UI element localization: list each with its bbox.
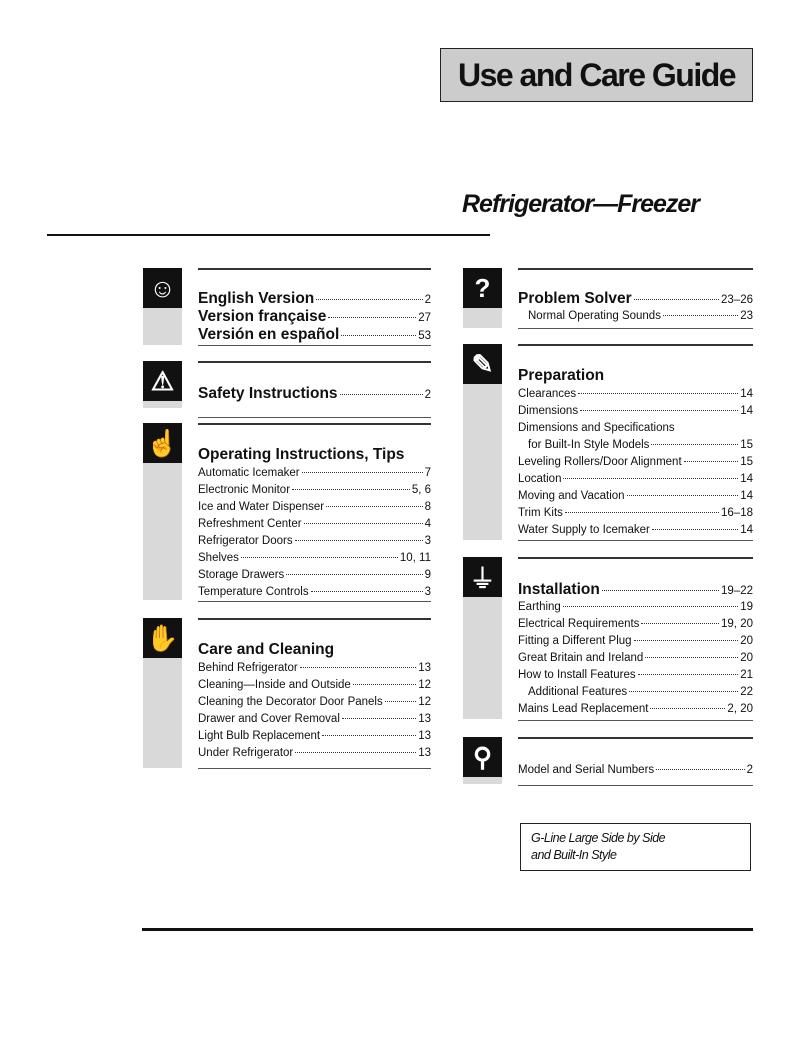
bottom-divider — [142, 928, 753, 931]
toc-section-languages — [143, 268, 431, 347]
dot-leader — [322, 735, 416, 736]
entry-page: 23–26 — [721, 294, 753, 306]
dot-leader — [651, 444, 738, 445]
product-subtitle: Refrigerator—Freezer — [462, 190, 700, 218]
section-top-rule — [198, 361, 431, 363]
toc-entry[interactable] — [518, 437, 753, 454]
section-bottom-rule — [198, 417, 431, 418]
entry-label: Dimensions — [518, 405, 579, 417]
section-entries — [518, 581, 753, 718]
dot-leader — [627, 495, 739, 496]
toc-entry[interactable] — [198, 711, 431, 728]
toc-section-operating — [143, 423, 431, 603]
entry-label: Model and Serial Numbers — [518, 764, 655, 776]
section-heading: Preparation — [518, 367, 605, 384]
entry-label: Under Refrigerator — [198, 747, 294, 759]
toc-entry[interactable] — [518, 667, 753, 684]
dot-leader — [663, 315, 738, 316]
entry-page: 12 — [418, 679, 431, 691]
entry-label: Clearances — [518, 388, 577, 400]
entry-label: Behind Refrigerator — [198, 662, 298, 674]
dot-leader — [341, 335, 416, 336]
entry-label: Refrigerator Doors — [198, 535, 293, 547]
entry-page: 9 — [424, 569, 431, 581]
guide-title: Use and Care Guide — [440, 48, 753, 102]
toc-entry[interactable] — [518, 633, 753, 650]
dot-leader — [652, 529, 738, 530]
toc-entry[interactable] — [518, 762, 753, 779]
sponge-hand-icon: ✋ — [143, 618, 182, 658]
hand-pressing-icon: ☝ — [143, 423, 182, 463]
toc-section-problem — [463, 268, 753, 330]
entry-label: Leveling Rollers/Door Alignment — [518, 456, 682, 468]
toc-entry[interactable] — [198, 499, 431, 516]
entry-label: Drawer and Cover Removal — [198, 713, 340, 725]
dot-leader — [326, 506, 422, 507]
section-top-rule — [198, 423, 431, 425]
entry-label: Safety Instructions — [198, 385, 338, 402]
dot-leader — [328, 317, 416, 318]
entry-page: 14 — [740, 524, 753, 536]
entry-page: 19 — [740, 601, 753, 613]
toc-entry[interactable] — [198, 694, 431, 711]
section-entries — [198, 385, 431, 403]
toc-section-safety — [143, 361, 431, 419]
dot-leader — [656, 769, 744, 770]
entry-label: English Version — [198, 290, 315, 307]
toc-entry[interactable] — [518, 454, 753, 471]
entry-page: 22 — [740, 686, 753, 698]
toc-entry[interactable] — [198, 465, 431, 482]
entry-label: Additional Features — [528, 686, 628, 698]
entry-label: Version française — [198, 308, 327, 325]
entry-label: Storage Drawers — [198, 569, 285, 581]
entry-page: 21 — [740, 669, 753, 681]
entry-label: Dimensions and Specifications — [518, 422, 675, 434]
entry-page: 15 — [740, 439, 753, 451]
section-top-rule — [518, 557, 753, 559]
dot-leader — [641, 623, 719, 624]
title-divider — [47, 234, 490, 236]
section-entries — [518, 290, 753, 325]
entry-label: Great Britain and Ireland — [518, 652, 644, 664]
entry-page: 7 — [424, 467, 431, 479]
section-bottom-rule — [518, 328, 753, 329]
entry-label: Installation — [518, 581, 600, 598]
warning-icon: ⚠ — [143, 361, 182, 401]
entry-page: 23 — [740, 310, 753, 322]
toc-entry[interactable] — [518, 505, 753, 522]
section-heading: Operating Instructions, Tips — [198, 446, 405, 463]
section-bottom-rule — [198, 768, 431, 769]
entry-label: Ice and Water Dispenser — [198, 501, 325, 513]
entry-page: 20 — [740, 635, 753, 647]
entry-page: 19–22 — [721, 585, 753, 597]
entry-page: 2 — [424, 389, 431, 401]
toc-entry[interactable] — [518, 684, 753, 701]
toc-entry-main[interactable] — [198, 385, 431, 403]
toc-entry[interactable] — [198, 567, 431, 584]
section-entries — [518, 366, 753, 539]
entry-page: 4 — [424, 518, 431, 530]
dot-leader — [634, 299, 719, 300]
entry-page: 19, 20 — [721, 618, 753, 630]
section-top-rule — [198, 618, 431, 620]
entry-label: Problem Solver — [518, 290, 632, 307]
entry-page: 13 — [418, 730, 431, 742]
dot-leader — [295, 752, 416, 753]
toc-entry[interactable] — [518, 471, 753, 488]
toc-section-preparation — [463, 344, 753, 542]
note-line: G-Line Large Side by Side — [531, 831, 666, 845]
toc-entry[interactable] — [518, 616, 753, 633]
entry-label: Cleaning the Decorator Door Panels — [198, 696, 383, 708]
section-entries — [518, 762, 753, 779]
dot-leader — [295, 540, 423, 541]
entry-page: 15 — [740, 456, 753, 468]
entry-label: Temperature Controls — [198, 586, 309, 598]
dot-leader — [241, 557, 398, 558]
section-heading: Care and Cleaning — [198, 641, 335, 658]
entry-label: Electronic Monitor — [198, 484, 291, 496]
toc-entry[interactable] — [518, 599, 753, 616]
toc-entry[interactable] — [518, 522, 753, 539]
screwdriver-hand-icon: ✎ — [463, 344, 502, 384]
dot-leader — [385, 701, 416, 702]
entry-page: 14 — [740, 388, 753, 400]
toc-entry[interactable] — [518, 488, 753, 505]
toc-entry-main[interactable] — [198, 326, 431, 344]
entry-page: 8 — [424, 501, 431, 513]
section-entries — [198, 640, 431, 762]
entry-label: Location — [518, 473, 562, 485]
toc-entry-main[interactable] — [198, 290, 431, 308]
section-bottom-rule — [518, 785, 753, 786]
entry-label: Shelves — [198, 552, 239, 564]
entry-page: 2 — [424, 294, 431, 306]
entry-page: 14 — [740, 405, 753, 417]
dot-leader — [304, 523, 423, 524]
entry-page: 5, 6 — [411, 484, 431, 496]
toc-entry[interactable] — [198, 482, 431, 499]
section-top-rule — [518, 268, 753, 270]
entry-page: 53 — [418, 330, 431, 342]
toc-entry[interactable] — [198, 728, 431, 745]
toc-entry-main[interactable] — [198, 308, 431, 326]
entry-label: Moving and Vacation — [518, 490, 625, 502]
dot-leader — [645, 657, 738, 658]
section-top-rule — [198, 268, 431, 270]
section-entries — [198, 445, 431, 601]
model-note-box — [520, 823, 751, 871]
entry-page: 20 — [740, 652, 753, 664]
toc-entry[interactable] — [198, 660, 431, 677]
section-bottom-rule — [518, 720, 753, 721]
entry-page: 14 — [740, 473, 753, 485]
entry-page: 13 — [418, 713, 431, 725]
entry-label: Cleaning—Inside and Outside — [198, 679, 351, 691]
dot-leader — [578, 393, 738, 394]
toc-section-installation — [463, 557, 753, 722]
entry-label: Earthing — [518, 601, 561, 613]
toc-entry[interactable] — [198, 533, 431, 550]
dot-leader — [580, 410, 738, 411]
toc-entry[interactable] — [518, 650, 753, 667]
entry-page: 3 — [424, 586, 431, 598]
entry-label: Automatic Icemaker — [198, 467, 300, 479]
entry-page: 27 — [418, 312, 431, 324]
dot-leader — [311, 591, 423, 592]
toc-entry[interactable] — [198, 550, 431, 567]
entry-label: Mains Lead Replacement — [518, 703, 649, 715]
entry-page: 12 — [418, 696, 431, 708]
entry-label: Trim Kits — [518, 507, 563, 519]
entry-page: 2 — [746, 764, 753, 776]
entry-page: 10, 11 — [399, 552, 431, 564]
toc-entry[interactable] — [518, 701, 753, 718]
entry-page: 2, 20 — [727, 703, 753, 715]
dot-leader — [602, 590, 719, 591]
section-top-rule — [518, 737, 753, 739]
toc-entry-main[interactable] — [518, 290, 753, 308]
dot-leader — [563, 478, 738, 479]
toc-entry[interactable] — [518, 420, 753, 437]
entry-label: Versión en español — [198, 326, 340, 343]
dot-leader — [316, 299, 422, 300]
toc-section-model — [463, 737, 753, 787]
dot-leader — [300, 667, 416, 668]
entry-page: 3 — [424, 535, 431, 547]
dot-leader — [638, 674, 739, 675]
entry-label: Fitting a Different Plug — [518, 635, 632, 647]
toc-entry[interactable] — [518, 403, 753, 420]
toc-entry-main[interactable] — [518, 581, 753, 599]
section-bottom-rule — [198, 601, 431, 602]
entry-label: Normal Operating Sounds — [528, 310, 661, 322]
dot-leader — [650, 708, 725, 709]
dot-leader — [342, 718, 416, 719]
toc-entry[interactable] — [198, 516, 431, 533]
toc-entry[interactable] — [518, 308, 753, 325]
entry-label: for Built-In Style Models — [528, 439, 650, 451]
entry-label: Water Supply to Icemaker — [518, 524, 650, 536]
dot-leader — [353, 684, 416, 685]
section-entries — [198, 290, 431, 344]
toc-entry[interactable] — [198, 745, 431, 762]
dot-leader — [302, 472, 423, 473]
toc-entry[interactable] — [198, 677, 431, 694]
question-face-icon: ? — [463, 268, 502, 308]
dot-leader — [340, 394, 423, 395]
entry-page: 14 — [740, 490, 753, 502]
entry-page: 16–18 — [721, 507, 753, 519]
entry-label: Light Bulb Replacement — [198, 730, 321, 742]
dot-leader — [629, 691, 738, 692]
section-bottom-rule — [518, 540, 753, 541]
magnifier-label-icon: ⚲ — [463, 737, 502, 777]
entry-page: 13 — [418, 747, 431, 759]
face-speech-icon: ☺ — [143, 268, 182, 308]
dot-leader — [684, 461, 739, 462]
toc-entry[interactable] — [198, 584, 431, 601]
section-top-rule — [518, 344, 753, 346]
entry-label: How to Install Features — [518, 669, 636, 681]
dot-leader — [634, 640, 739, 641]
dot-leader — [286, 574, 422, 575]
entry-page: 13 — [418, 662, 431, 674]
entry-label: Electrical Requirements — [518, 618, 640, 630]
note-line: and Built-In Style — [531, 848, 617, 862]
section-bottom-rule — [198, 345, 431, 346]
entry-label: Refreshment Center — [198, 518, 302, 530]
dot-leader — [563, 606, 738, 607]
plug-icon: ⏚ — [463, 557, 502, 597]
toc-entry[interactable] — [518, 386, 753, 403]
toc-section-care — [143, 618, 431, 770]
dot-leader — [565, 512, 719, 513]
dot-leader — [292, 489, 410, 490]
